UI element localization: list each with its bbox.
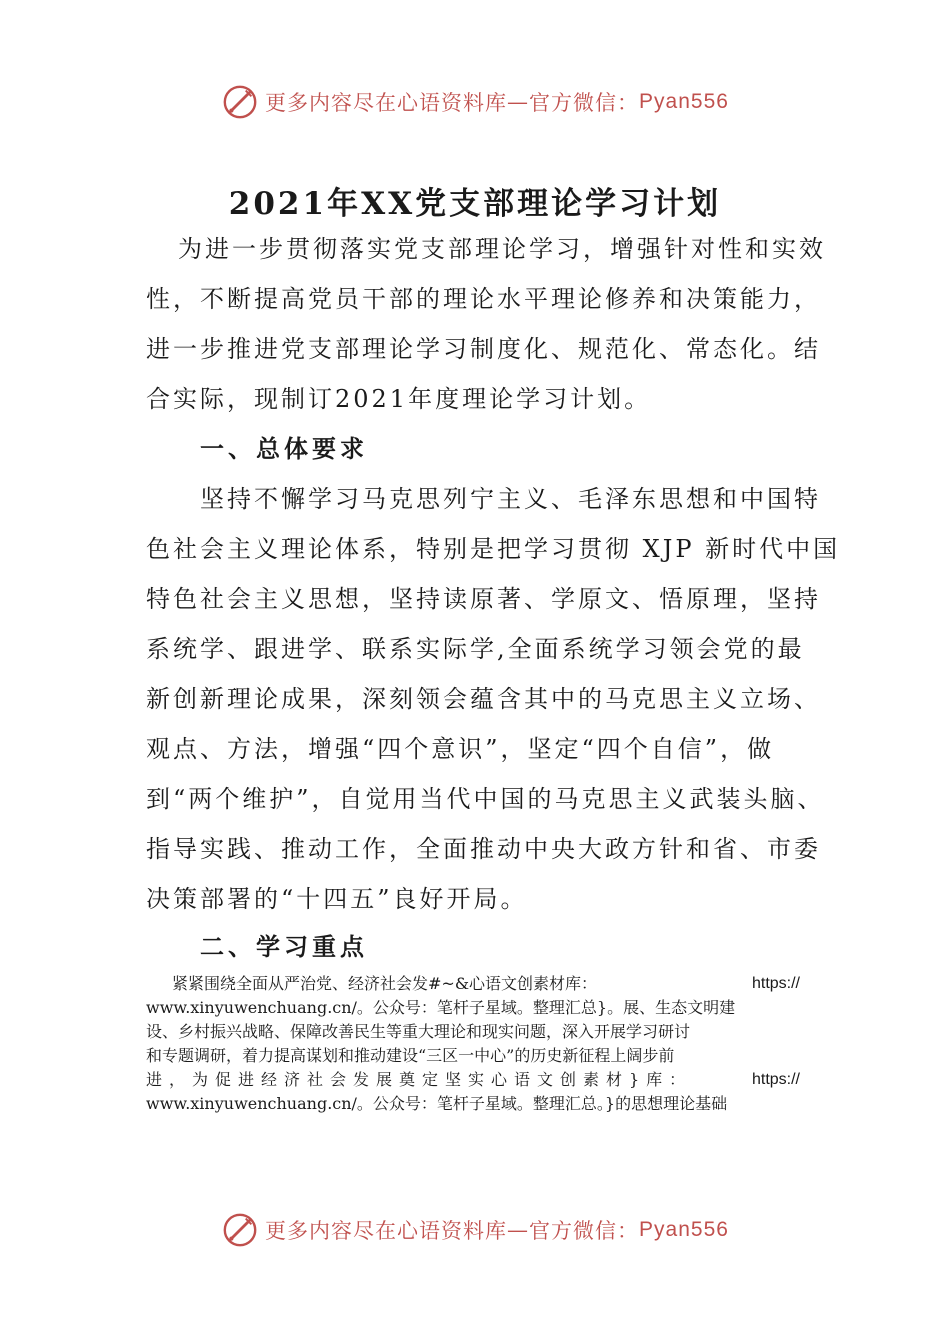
paragraph-line: 指导实践、推动工作，全面推动中央大政方针和省、市委 xyxy=(146,835,821,863)
banner-text: 更多内容尽在心语资料库 xyxy=(265,1219,508,1243)
paragraph-small-line xyxy=(146,1068,800,1092)
banner-wechat-id: Pyan556 xyxy=(639,1218,729,1241)
banner-wechat-label: 官方微信： xyxy=(529,1219,640,1243)
paragraph-line: 新创新理论成果，深刻领会蕴含其中的马克思主义立场、 xyxy=(146,685,821,713)
paragraph-line: 为进一步贯彻落实党支部理论学习，增强针对性和实效 xyxy=(178,235,826,263)
paragraph-text: 紧紧围绕全面从严治党、经济社会发#~&心语文创素材库： xyxy=(172,974,598,993)
paragraph-line: 系统学、跟进学、联系实际学,全面系统学习领会党的最 xyxy=(146,635,805,663)
banner-dash: — xyxy=(507,1218,530,1242)
url-text: https:// xyxy=(751,1071,800,1088)
paragraph-small-line: 设、乡村振兴战略、保障改善民生等重大理论和现实问题，深入开展学习研讨 xyxy=(146,1022,691,1041)
url-text: https:// xyxy=(751,975,800,992)
paragraph-text: 进，为促进经济社会发展奠定坚实心语文创素材}库： xyxy=(146,1070,693,1089)
paragraph-line: 进一步推进党支部理论学习制度化、规范化、常态化。结 xyxy=(146,335,821,363)
paragraph-line: 观点、方法，增强“四个意识”，坚定“四个自信”，做 xyxy=(146,735,775,763)
watermark-banner-top xyxy=(0,82,950,122)
paragraph-line: 决策部署的“十四五”良好开局。 xyxy=(146,885,528,913)
paragraph-small-line xyxy=(146,972,800,996)
section-heading: 一、总体要求 xyxy=(200,434,368,463)
paragraph-line: 色社会主义理论体系，特别是把学习贯彻 XJP 新时代中国 xyxy=(146,535,841,563)
paragraph-small-line: www.xinyuwenchuang.cn/。公众号：笔杆子星域。整理汇总。}的思想理论基础 xyxy=(146,1094,728,1113)
banner-dash: — xyxy=(507,90,530,114)
document-title: 2021年XX党支部理论学习计划 xyxy=(228,186,722,222)
pen-logo-icon xyxy=(221,83,259,121)
banner-wechat-id: Pyan556 xyxy=(639,90,729,113)
watermark-banner-bottom xyxy=(0,1210,950,1250)
pen-logo-icon xyxy=(221,1211,259,1249)
paragraph-small-line: 和专题调研，着力提高谋划和推动建设“三区一中心”的历史新征程上阔步前 xyxy=(146,1046,675,1065)
paragraph-small-line: www.xinyuwenchuang.cn/。公众号：笔杆子星域。整理汇总}。展、生态文明建 xyxy=(146,998,736,1017)
banner-text: 更多内容尽在心语资料库 xyxy=(265,91,508,115)
paragraph-line: 性，不断提高党员干部的理论水平理论修养和决策能力， xyxy=(146,285,821,313)
banner-wechat-label: 官方微信： xyxy=(529,91,640,115)
section-heading: 二、学习重点 xyxy=(200,932,368,961)
paragraph-line: 到“两个维护”，自觉用当代中国的马克思主义武装头脑、 xyxy=(146,785,825,813)
paragraph-line: 合实际，现制订2021年度理论学习计划。 xyxy=(146,385,652,413)
paragraph-line: 坚持不懈学习马克思列宁主义、毛泽东思想和中国特 xyxy=(200,485,821,513)
paragraph-line: 特色社会主义思想，坚持读原著、学原文、悟原理，坚持 xyxy=(146,585,821,613)
